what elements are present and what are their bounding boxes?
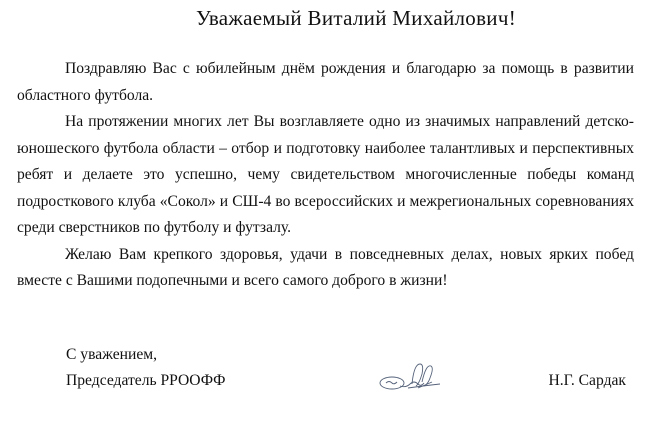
signature-block	[66, 372, 626, 398]
signer-name: Н.Г. Сардак	[548, 372, 626, 389]
signature-icon	[378, 358, 448, 394]
letter-body	[17, 56, 634, 295]
letter-salutation: Уважаемый Виталий Михайлович!	[196, 6, 516, 30]
paragraph-wishes: Желаю Вам крепкого здоровья, удачи в повседневных делах, новых ярких побед вместе с Вашими подопечными и всего самого доброго в жизни!	[17, 245, 634, 289]
paragraph-achievements: На протяжении многих лет Вы возглавляете одно из значимых направлений детско-юношеского футбола области – отбор и подготовку наиболее талантливых и перспективных ребят и делаете это успешно, чему свидетельством многочисленные победы команд подросткового клуба «Сокол» и СШ-4 во всероссийских и межрегиональных соревнованиях среди сверстников по футболу и футзалу.	[17, 113, 634, 236]
letter-closing: С уважением,	[66, 346, 158, 363]
paragraph-congratulation: Поздравляю Вас с юбилейным днём рождения и благодарю за помощь в развитии областного футбола.	[17, 60, 634, 104]
signer-role: Председатель РРООФФ	[66, 372, 226, 389]
